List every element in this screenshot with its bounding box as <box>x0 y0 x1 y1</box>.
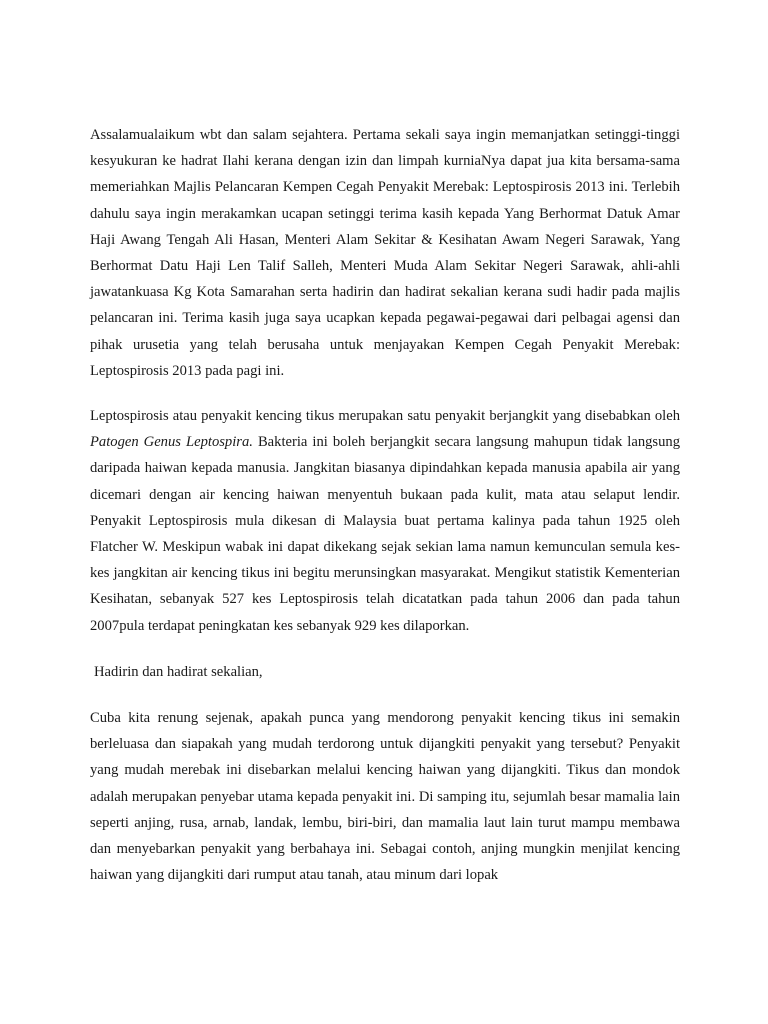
document-body <box>90 122 680 908</box>
causes-paragraph: Cuba kita renung sejenak, apakah punca yang mendorong penyakit kencing tikus ini semakin berleluasa dan siapakah yang mudah terdorong untuk dijangkiti penyakit yang tersebut? Penyakit yang mudah merebak ini disebarkan melalui kencing haiwan yang dijangkiti. Tikus dan mondok adalah merupakan penyebar utama kepada penyakit ini. Di samping itu, sejumlah besar mamalia lain seperti anjing, rusa, arnab, landak, lembu, biri-biri, dan mamalia laut lain turut mampu membawa dan menyebarkan penyakit yang berbahaya ini. Sebagai contoh, anjing mungkin menjilat kencing haiwan yang dijangkiti dari rumput atau tanah, atau minum dari lopak <box>90 710 680 884</box>
leptospirosis-paragraph-text-1: Leptospirosis atau penyakit kencing tikus merupakan satu penyakit berjangkit yang disebabkan oleh <box>90 408 680 425</box>
leptospirosis-paragraph-text-2: Bakteria ini boleh berjangkit secara langsung mahupun tidak langsung daripada haiwan kepada manusia. Jangkitan biasanya dipindahkan kepada manusia apabila air yang dicemari dengan air kencing haiwan menyentuh bukaan pada kulit, mata atau selaput lendir. Penyakit Leptospirosis mula dikesan di Malaysia buat pertama kalinya pada tahun 1925 oleh Flatcher W. Meskipun wabak ini dapat dikekang sejak sekian lama namun kemunculan semula kes-kes jangkitan air kencing tikus ini begitu merunsingkan masyarakat. Mengikut statistik Kementerian Kesihatan, sebanyak 527 kes Leptospirosis telah dicatatkan pada tahun 2006 dan pada tahun 2007pula terdapat peningkatan kes sebanyak 929 kes dilaporkan. <box>90 434 680 634</box>
leptospirosis-paragraph <box>90 403 680 639</box>
pathogen-italic-text: Patogen Genus Leptospira. <box>90 434 253 451</box>
audience-greeting: Hadirin dan hadirat sekalian, <box>94 663 263 680</box>
opening-paragraph: Assalamualaikum wbt dan salam sejahtera. Pertama sekali saya ingin memanjatkan setinggi-tinggi kesyukuran ke hadrat Ilahi kerana dengan izin dan limpah kurniaNya dapat jua kita bersama-sama memeriahkan Majlis Pelancaran Kempen Cegah Penyakit Merebak: Leptospirosis 2013 ini. Terlebih dahulu saya ingin merakamkan ucapan setinggi terima kasih kepada Yang Berhormat Datuk Amar Haji Awang Tengah Ali Hasan, Menteri Alam Sekitar & Kesihatan Awam Negeri Sarawak, Yang Berhormat Datu Haji Len Talif Salleh, Menteri Muda Alam Sekitar Negeri Sarawak, ahli-ahli jawatankuasa Kg Kota Samarahan serta hadirin dan hadirat sekalian kerana sudi hadir pada majlis pelancaran ini. Terima kasih juga saya ucapkan kepada pegawai-pegawai dari pelbagai agensi dan pihak urusetia yang telah berusaha untuk menjayakan Kempen Cegah Penyakit Merebak: Leptospirosis 2013 pada pagi ini. <box>90 127 680 379</box>
